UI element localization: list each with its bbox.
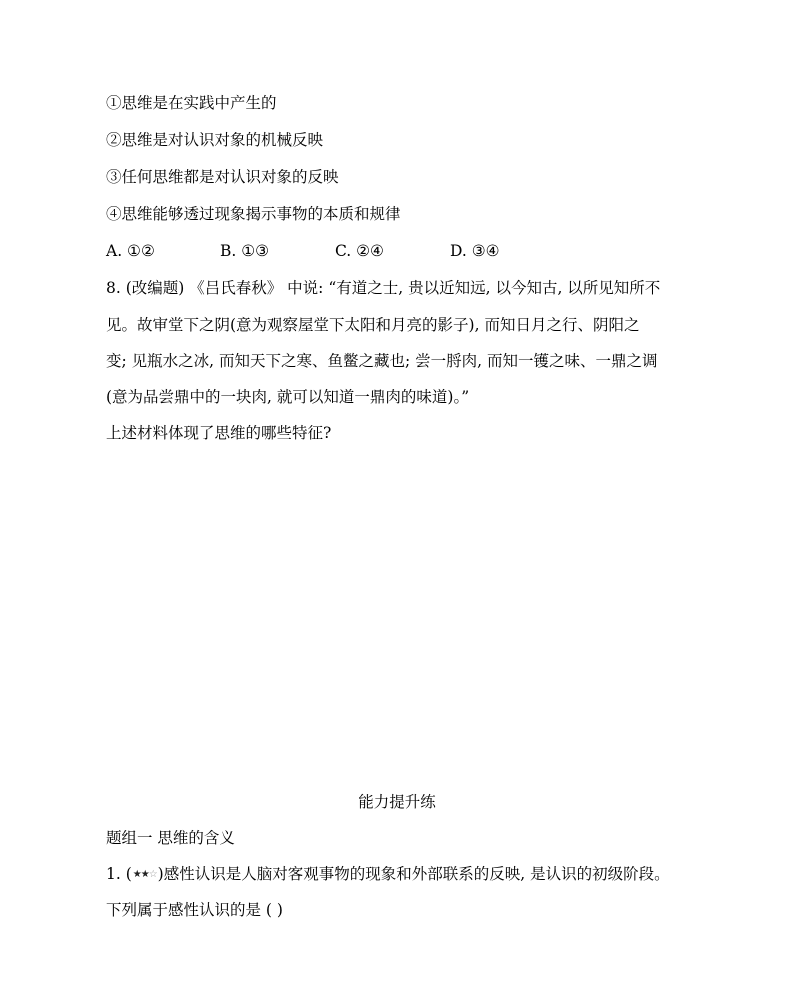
difficulty-stars-icon [133,865,157,885]
question-1-text: )感性认识是人脑对客观事物的现象和外部联系的反映, 是认识的初级阶段。 [157,865,670,883]
hollow-star: ☆ [148,869,157,880]
filled-stars: ★★ [132,869,149,880]
option-b: B. ①③ [220,242,270,260]
section-title: 能力提升练 [358,793,436,811]
option-a: A. ①② [106,242,155,260]
question-8-line-4: (意为品尝鼎中的一块肉, 就可以知道一鼎肉的味道)。” [106,388,470,406]
item-2: ②思维是对认识对象的机械反映 [106,131,324,149]
item-1: ①思维是在实践中产生的 [106,94,277,112]
option-c: C. ②④ [335,242,384,260]
question-8-prompt: 上述材料体现了思维的哪些特征? [106,424,332,442]
item-4: ④思维能够透过现象揭示事物的本质和规律 [106,205,401,223]
question-8-line-3: 变; 见瓶水之冰, 而知天下之寒、鱼鳖之藏也; 尝一脟肉, 而知一镬之味、一鼎之调 [106,352,658,370]
question-1-prefix: 1. ( [106,865,132,883]
item-3: ③任何思维都是对认识对象的反映 [106,168,339,186]
question-8-line-1: 8. (改编题) 《吕氏春秋》 中说: “有道之士, 贵以近知远, 以今知古, 以所见知所不 [106,279,661,297]
question-1-line-2: 下列属于感性认识的是 ( ) [106,901,283,919]
group-title: 题组一 思维的含义 [106,829,235,847]
question-1-line-1 [106,864,670,885]
question-8-line-2: 见。故审堂下之阴(意为观察屋堂下太阳和月亮的影子), 而知日月之行、阴阳之 [106,316,640,334]
option-d: D. ③④ [450,242,500,260]
